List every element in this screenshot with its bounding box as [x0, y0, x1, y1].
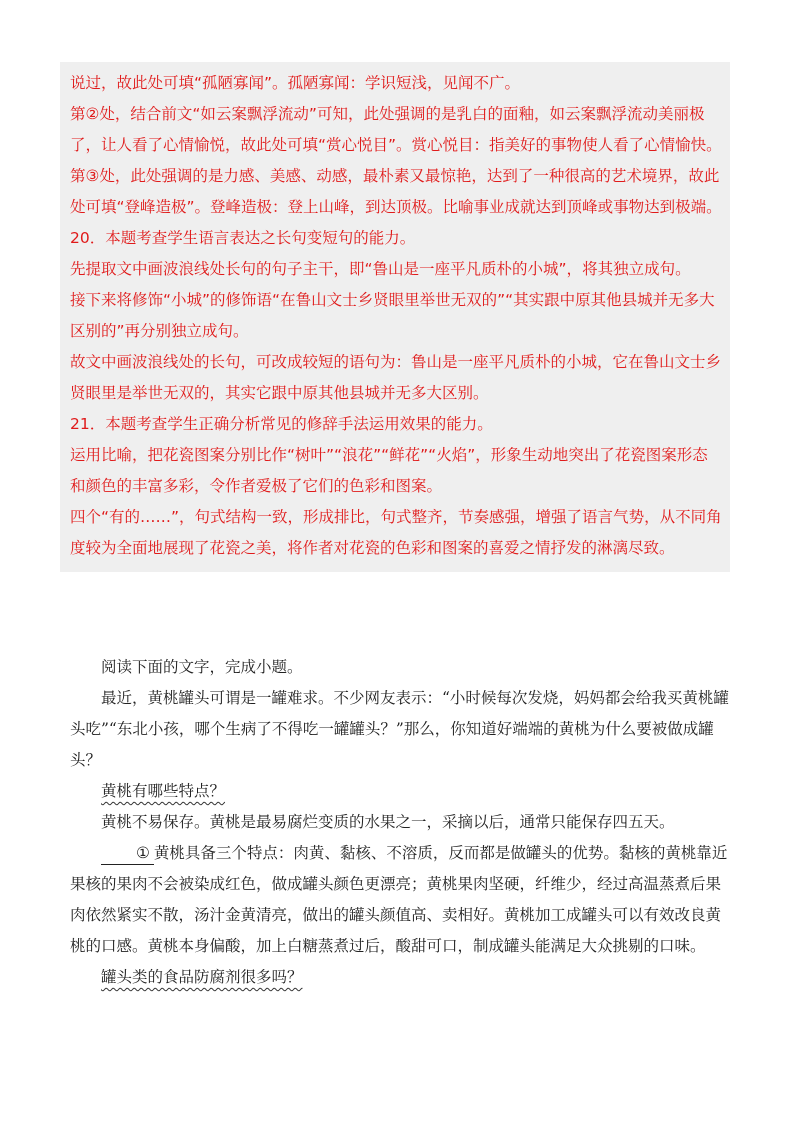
answer-question-20-heading: 20．本题考查学生语言表达之长句变短句的能力。 — [70, 229, 416, 247]
section-heading-text: 罐头类的食品防腐剂很多吗？ — [101, 968, 303, 986]
answer-explanation-box — [60, 62, 730, 572]
section-heading-text: 黄桃有哪些特点？ — [101, 782, 226, 800]
answer-paragraph: 故文中画波浪线处的长句，可改成较短的语句为：鲁山是一座平凡质朴的小城，它在鲁山文士乡贤眼里是举世无双的，其实它跟中原其他县城并无多大区别。 — [70, 353, 722, 402]
section-heading — [70, 962, 730, 993]
answer-paragraph: 四个“有的……”，句式结构一致，形成排比，句式整齐，节奏感强，增强了语言气势，从不同角度较为全面地展现了花瓷之美，将作者对花瓷的色彩和图案的喜爱之情抒发的淋漓尽致。 — [70, 508, 722, 557]
answer-paragraph: 先提取文中画波浪线处长句的句子主干，即“鲁山是一座平凡质朴的小城”，将其独立成句。 — [70, 260, 691, 278]
passage-paragraph-text: 黄桃具备三个特点：肉黄、黏核、不溶质，反而都是做罐头的优势。黏核的黄桃靠近果核的果肉不会被染成红色，做成罐头颜色更漂亮；黄桃果肉坚硬，纤维少，经过高温蒸煮后果肉依然紧实不散，汤汁金黄清亮，做出的罐头颜值高、卖相好。黄桃加工成罐头可以有效改良黄桃的口感。黄桃本身偏酸，加上白糖蒸煮过后，酸甜可口，制成罐头能满足大众挑剔的口味。 — [70, 844, 728, 955]
reading-instruction: 阅读下面的文字，完成小题。 — [101, 658, 303, 676]
passage-paragraph: 最近，黄桃罐头可谓是一罐难求。不少网友表示：“小时候每次发烧，妈妈都会给我买黄桃罐头吃”“东北小孩，哪个生病了不得吃一罐罐头？”那么，你知道好端端的黄桃为什么要被做成罐头？ — [70, 689, 729, 769]
fill-blank-marker: ① — [101, 842, 154, 865]
section-heading — [70, 776, 730, 807]
answer-paragraph: 接下来将修饰“小城”的修饰语“在鲁山文士乡贤眼里举世无双的”“其实跟中原其他县城并无多大区别的”再分别独立成句。 — [70, 291, 715, 340]
answer-paragraph: 运用比喻，把花瓷图案分别比作“树叶”“浪花”“鲜花”“火焰”，形象生动地突出了花瓷图案形态和颜色的丰富多彩，令作者爱极了它们的色彩和图案。 — [70, 446, 708, 495]
answer-question-21-heading: 21．本题考查学生正确分析常见的修辞手法运用效果的能力。 — [70, 415, 493, 433]
reading-passage — [70, 652, 730, 993]
answer-paragraph: 第②处，结合前文“如云案飘浮流动”可知，此处强调的是乳白的面釉，如云案飘浮流动美丽极了，让人看了心情愉悦，故此处可填“赏心悦目”。赏心悦目：指美好的事物使人看了心情愉快。 — [70, 105, 722, 154]
answer-paragraph: 第③处，此处强调的是力感、美感、动感，最朴素又最惊艳，达到了一种很高的艺术境界，故此处可填“登峰造极”。登峰造极：登上山峰，到达顶极。比喻事业成就达到顶峰或事物达到极端。 — [70, 167, 722, 216]
passage-paragraph: 黄桃不易保存。黄桃是最易腐烂变质的水果之一，采摘以后，通常只能保存四五天。 — [101, 813, 675, 831]
passage-paragraph-with-blank — [70, 838, 730, 962]
answer-paragraph: 说过，故此处可填“孤陋寡闻”。孤陋寡闻：学识短浅，见闻不广。 — [70, 74, 521, 92]
